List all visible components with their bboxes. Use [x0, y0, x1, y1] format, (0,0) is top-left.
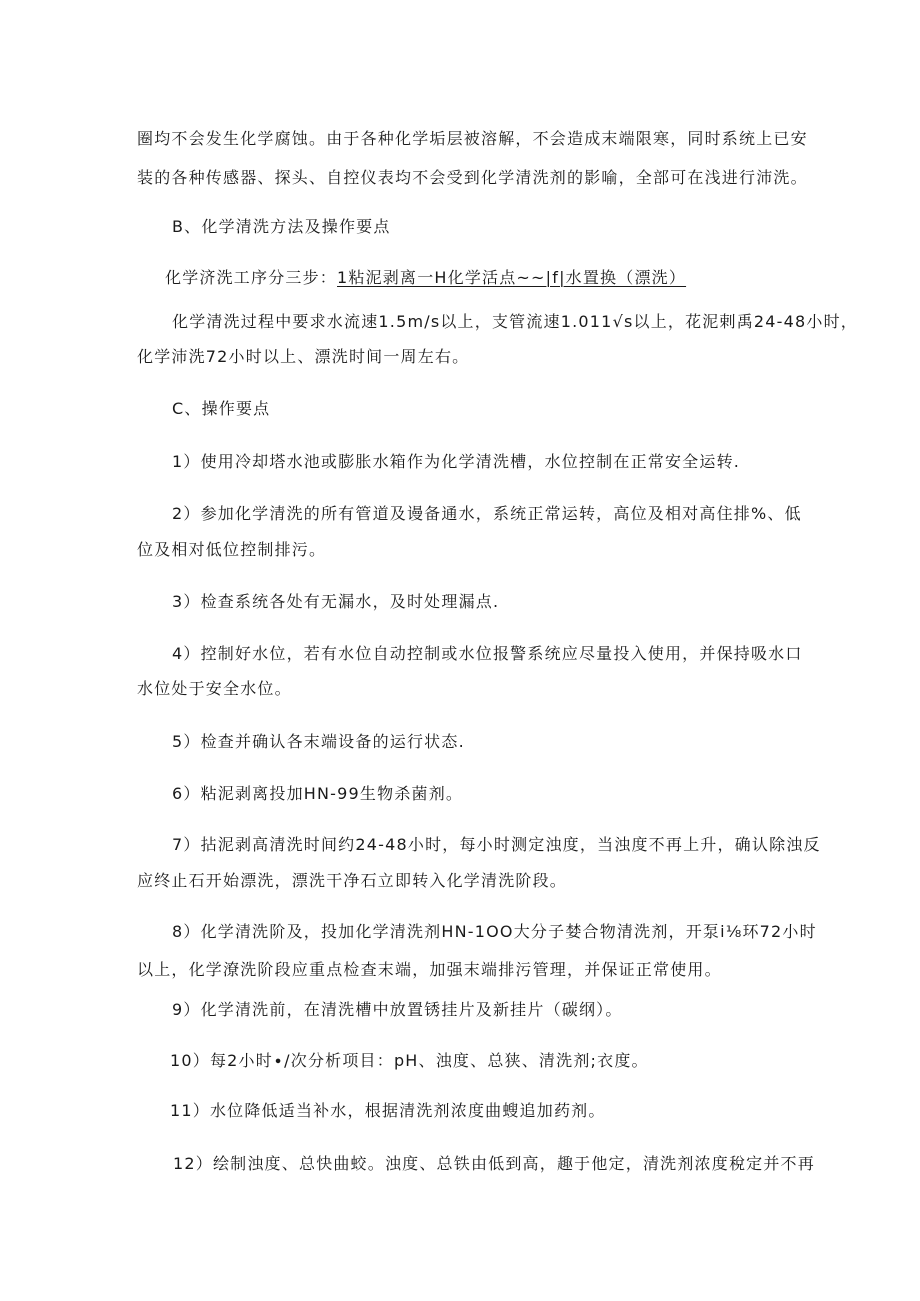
- list-item-9: 9）化学清洗前，在清洗槽中放置锈挂片及新挂片（碳纲）。: [172, 1000, 623, 1019]
- section-b-heading: B、化学清洗方法及操作要点: [172, 217, 391, 236]
- list-item-11: 11）水位降低适当补水，根据清洗剂浓度曲螋追加药剂。: [170, 1101, 606, 1120]
- list-item-7: 7）拈泥剥高清洗时间约24-48小时，每小时测定浊度，当浊度不再上升，确认除浊反: [172, 835, 821, 854]
- intro-line-1: 圈均不会发生化学腐蚀。由于各种化学垢层被溶解，不会造成末端限寒，同时系统上已安: [137, 129, 808, 148]
- list-item-4-cont: 水位处于安全水位。: [137, 679, 292, 698]
- section-c-heading: C、操作要点: [172, 399, 271, 418]
- list-item-1: 1）使用冷却塔水池或膨胀水箱作为化学清洗槽，水位控制在正常安全运转.: [172, 452, 741, 471]
- list-item-6: 6）粘泥剥离投加HN-99生物杀菌剂。: [172, 784, 464, 803]
- steps-line: [165, 268, 686, 288]
- steps-prefix: 化学济洗工序分三步：: [165, 268, 338, 287]
- list-item-7-cont: 应终止石开始漂洗，漂洗干净石立即转入化学清洗阶段。: [137, 871, 568, 890]
- flow-line-1: 化学清洗过程中要求水流速1.5m∕s以上，支管流速1.011√s以上，花泥剌禹24-48小时，: [172, 312, 858, 331]
- list-item-3: 3）检查系统各处有无漏水，及时处理漏点.: [172, 592, 500, 611]
- list-item-5: 5）检查并确认各末端设备的运行状态.: [172, 732, 465, 751]
- list-item-8-cont: 以上，化学潦洗阶段应重点检查末端，加强末端排污管理，并保证正常使用。: [137, 960, 722, 979]
- flow-line-2: 化学沛洗72小时以上、漂洗时间一周左右。: [137, 347, 470, 366]
- list-item-4: 4）控制好水位，若有水位自动控制或水位报警系统应尽量投入使用，并保持吸水口: [172, 644, 803, 663]
- intro-line-2: 装的各种传感器、探头、自控仪表均不会受到化学清洗剂的影喻，全部可在浅进行沛洗。: [137, 168, 808, 187]
- list-item-12: 12）绘制浊度、总快曲蛟。浊度、总铁由低到高，趣于他定，清洗剂浓度稅定并不再: [173, 1154, 815, 1173]
- list-item-8: 8）化学清洗阶及，投加化学清洗剂HN-1OO大分子婪合物清洗剂，开泵i⅛环72小时: [172, 922, 817, 941]
- list-item-2: 2）参加化学清洗的所有管道及谩备通水，系统正常运转，高位及相对高住排%、低: [172, 504, 802, 523]
- list-item-2-cont: 位及相对低位控制排污。: [137, 540, 327, 559]
- list-item-10: 10）每2小时∙/次分析项目：pH、浊度、总狭、清洗剂;衣度。: [170, 1051, 649, 1070]
- steps-sequence: 1粘泥剥离一H化学活点~~|f|水置换（漂洗）: [337, 268, 687, 287]
